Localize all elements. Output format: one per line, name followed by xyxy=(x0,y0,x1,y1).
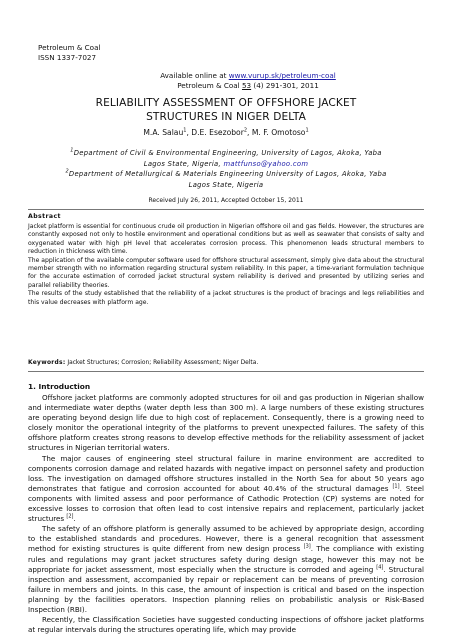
citation-ref-3: [3] xyxy=(303,544,311,551)
author-2-affil: 2 xyxy=(243,127,248,134)
citation-rest: (4) 291-301, 2011 xyxy=(251,81,319,90)
intro-paragraph-3 xyxy=(28,524,424,615)
intro-p2-text-c: . xyxy=(73,514,76,524)
availability-block xyxy=(148,71,348,91)
intro-paragraph-2 xyxy=(28,454,424,525)
keywords-label: Keywords: xyxy=(28,360,66,366)
availability-prefix: Available online at xyxy=(160,71,229,80)
abstract-bottom-rule xyxy=(28,371,424,372)
affiliation-1-text: Department of Civil & Environmental Engineering, University of Lagos, Akoka, Yaba xyxy=(73,149,382,157)
abstract-body xyxy=(28,223,424,307)
section-heading-introduction: 1. Introduction xyxy=(28,382,91,391)
paper-title xyxy=(30,97,422,124)
author-2: D.E. Esezobor xyxy=(191,128,244,137)
abstract-paragraph-2: The application of the available computer software used for offshore structural assessment, simply give data about the structural member strength with no information regarding structural system reliability. In this paper, a time-variant formulation technique for the accurate estimation of corroded jacket structural system reliability is derived and presented by utilizing series and parallel reliability theories. xyxy=(28,256,424,289)
journal-header xyxy=(38,43,100,63)
intro-paragraph-4: Recently, the Classification Societies have suggested conducting inspections of offshore jacket platforms at regular intervals during the structures operating life, which may provide xyxy=(28,615,424,635)
abstract-paragraph-1: Jacket platform is essential for continuous crude oil production in Nigerian offshore oil and gas fields. However, the structures are constantly exposed not only to hostile environment and operational conditions but as well as seawater that consists of salty and oxygenated water with high pH level that accelerates corrosion process. This phenomenon leads structural members to reduction in thickness with time. xyxy=(28,223,424,256)
citation-volume: 53 xyxy=(241,81,252,90)
intro-p2-text-b: . Steel components with limited assess and poor performance of Cathodic Protection (CP) systems are noted for excessive losses to corrosion that often lead to cost intensive repairs and replacement, particularly jacket structures xyxy=(28,483,424,524)
keywords xyxy=(28,360,424,366)
citation-journal: Petroleum & Coal xyxy=(177,81,242,90)
affiliations xyxy=(38,148,414,190)
intro-paragraph-1: Offshore jacket platforms are commonly adopted structures for oil and gas production in Nigerian shallow and intermediate water depths (water depth less than 300 m). A large numbers of these existing structures are operating beyond design life due to high cost of replacement. Consequently, there is a growing need to closely monitor the operational integrity of the platforms to prevent unexpected failures. The safety of this offshore platform creates strong reasons to develop effective methods for the reliability assessment of jacket structures in Nigerian territorial waters. xyxy=(28,393,424,453)
affiliation-1-location: Lagos State, Nigeria, xyxy=(143,159,224,168)
affiliation-1-marker: 1 xyxy=(70,147,74,154)
citation-ref-1: [1] xyxy=(392,483,400,490)
citation-ref-4: [4] xyxy=(376,564,384,571)
author-list: M.A. Salau$^1$, D.E. Esezobor$^2$, M. F. Omotoso$^1$ xyxy=(143,127,309,137)
title-line-1: RELIABILITY ASSESSMENT OF OFFSHORE JACKET xyxy=(95,97,357,109)
citation-line xyxy=(148,81,348,91)
affiliation-1-line-2 xyxy=(38,159,414,170)
affiliation-1 xyxy=(38,148,414,159)
affiliation-2 xyxy=(38,169,414,180)
availability-line xyxy=(148,71,348,81)
intro-p3-text-a: The safety of an offshore platform is generally assumed to be achieved by appropriate design, according to the established standards and procedures. However, there is a general recognition that assessment method for existing structures is quite different from new design process xyxy=(28,524,424,554)
author-3-affil: 1 xyxy=(305,127,309,134)
citation-ref-2: [2] xyxy=(66,513,74,520)
introduction-body xyxy=(28,393,424,635)
affiliation-2-text: Department of Metallurgical & Materials Engineering University of Lagos, Akoka, Yaba xyxy=(68,170,387,179)
intro-p3-text-b: . The compliance with existing rules and regulations may grant jacket structures safety during design stage, however this may not be appropriate for jacket assessment, most especially when the structure is corroded and ageing xyxy=(28,544,424,574)
author-1: M.A. Salau xyxy=(143,128,184,137)
author-1-affil: 1 xyxy=(183,127,187,134)
intro-p3-text-c: . Structural inspection and assessment, accompanied by repair or replacement can be means of preventing corrosion failure in members and joints. In this case, the amount of inspection is critical and based on the inspection planning by the facilities operators. Inspection planning relies on probabilistic analysis or Risk-Based Inspection (RBI). xyxy=(28,564,424,614)
affiliation-2-line-2: Lagos State, Nigeria xyxy=(188,180,264,189)
abstract-top-rule xyxy=(28,209,424,210)
received-dates: Received July 26, 2011, Accepted October 15, 2011 xyxy=(148,197,304,204)
keywords-text: Jacket Structures; Corrosion; Reliability Assessment; Niger Delta. xyxy=(65,360,259,366)
author-email-link[interactable]: mattfunso@yahoo.com xyxy=(223,159,309,168)
title-line-2: STRUCTURES IN NIGER DELTA xyxy=(146,110,306,123)
journal-issn: ISSN 1337-7027 xyxy=(38,53,97,62)
affiliation-2-marker: 2 xyxy=(65,168,69,175)
journal-name: Petroleum & Coal xyxy=(38,43,101,52)
author-3: M. F. Omotoso xyxy=(251,128,306,137)
abstract-heading: Abstract xyxy=(28,213,61,220)
intro-p2-text-a: The major causes of engineering steel structural failure in marine environment are accredited to components corrosion damage and related hazards with negative impact on personnel safety and production loss. The investigation on damaged offshore structures installed in the North Sea for about 50 years ago demonstrates that fatigue and corrosion accounted for about 40.4% of the structural damages xyxy=(28,453,424,493)
journal-url-link[interactable]: www.vurup.sk/petroleum-coal xyxy=(228,71,336,80)
abstract-paragraph-3: The results of the study established that the reliability of a jacket structures is the product of bracings and legs reliabilities and this value decreases with platform age. xyxy=(28,290,424,306)
